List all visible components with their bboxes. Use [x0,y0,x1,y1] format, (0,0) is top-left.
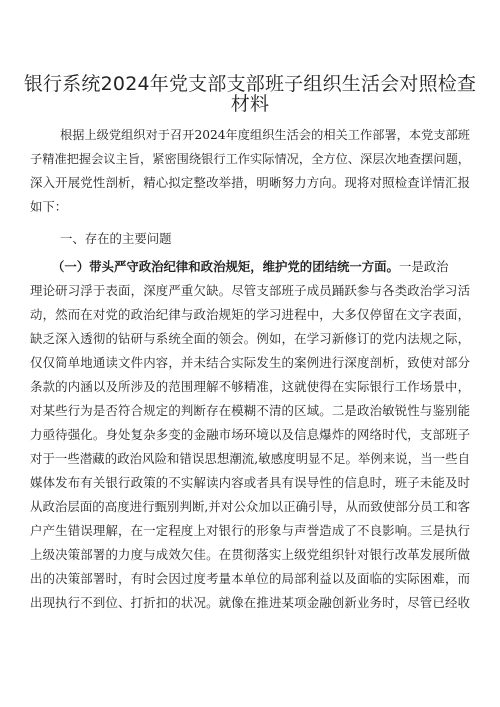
body-line: 户产生错误理解，在一定程度上对银行的形象与声誉造成了不良影响。三是执行 [30,523,470,538]
body-line: 对某些行为是否符合规定的判断存在模糊不清的区域。二是政治敏锐性与鉴别能 [30,403,470,418]
body-line: 根据上级党组织对于召开2024年度组织生活会的相关工作部署，本党支部班 [60,128,470,142]
body-line: 深入开展党性剖析，精心拟定整改举措，明晰努力方向。现将对照检查详情汇报 [30,175,470,190]
section-heading: 一、存在的主要问题 [60,231,172,246]
body-line: 力亟待强化。身处复杂多变的金融市场环境以及信息爆炸的网络时代，支部班子 [30,427,470,442]
subsection-heading: （一）带头严守政治纪律和政治规矩，维护党的团结统一方面。 [52,259,399,274]
body-line: 仅仅简单地通读文件内容，并未结合实际发生的案例进行深度剖析，致使对部分 [30,355,470,370]
body-line: 缺乏深入透彻的钻研与系统全面的领会。例如，在学习新修订的党内法规之际， [30,331,470,346]
body-line-tail: 一是政治 [398,259,449,274]
subsection-line [30,257,470,277]
body-line: 条款的内涵以及所涉及的范围理解不够精准，这就使得在实际银行工作场景中， [30,379,470,394]
body-line: 子精准把握会议主旨，紧密围绕银行工作实际情况，全方位、深层次地查摆问题， [30,152,470,166]
body-line: 动，然而在对党的政治纪律与政治规矩的学习进程中，大多仅停留在文字表面， [30,307,470,322]
body-line: 上级决策部署的力度与成效欠佳。在贯彻落实上级党组织针对银行改革发展所做 [30,547,470,562]
body-line: 从政治层面的高度进行甄别判断,并对公众加以正确引导，从而致使部分员工和客 [30,499,470,514]
body-line: 出的决策部署时，有时会因过度考量本单位的局部利益以及面临的实际困难，而 [30,571,470,586]
body-line: 对于一些潜藏的政治风险和错误思想潮流,敏感度明显不足。举例来说，当一些自 [30,451,470,466]
document-title-line-1: 银行系统2024年党支部支部班子组织生活会对照检查 [23,73,477,95]
body-line: 媒体发布有关银行政策的不实解读内容或者具有误导性的信息时，班子未能及时 [30,475,470,490]
body-line: 理论研习浮于表面，深度严重欠缺。尽管支部班子成员踊跃参与各类政治学习活 [30,283,470,298]
document-title-line-2: 材料 [230,93,270,115]
body-line: 出现执行不到位、打折扣的状况。就像在推进某项金融创新业务时，尽管已经收 [30,595,470,610]
body-line: 如下： [30,199,68,214]
